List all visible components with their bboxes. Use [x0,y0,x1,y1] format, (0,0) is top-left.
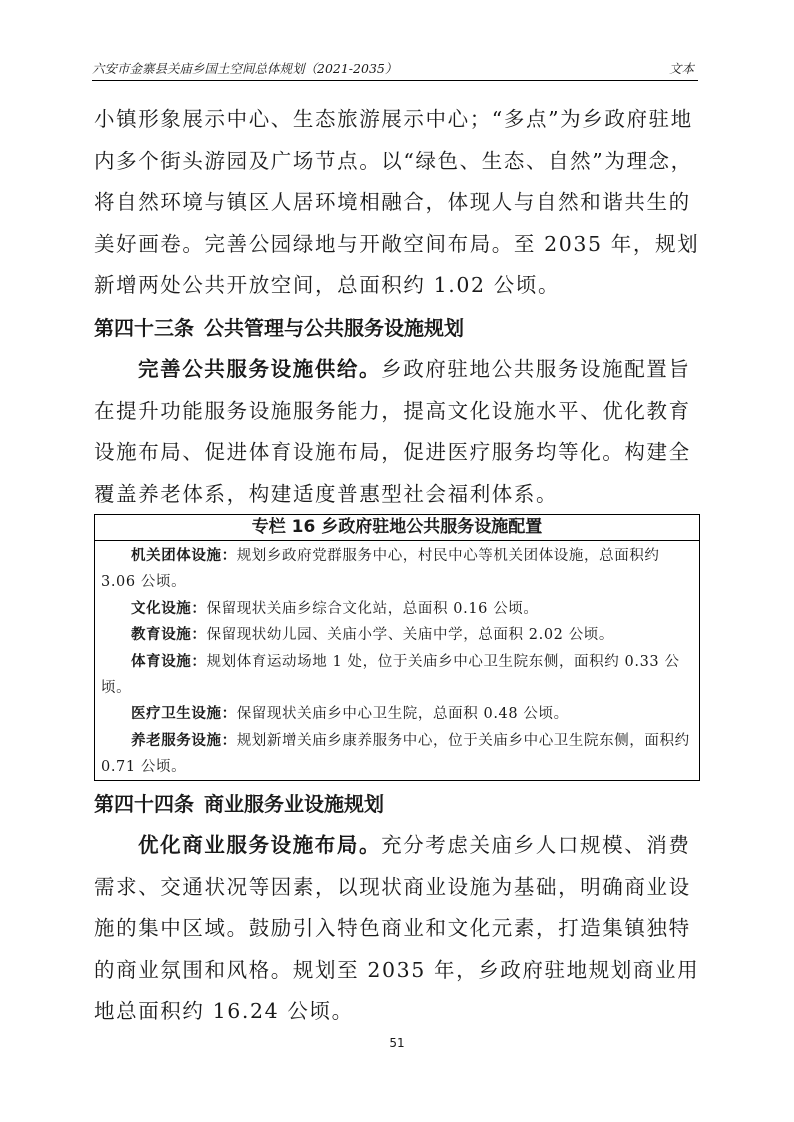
article-43-heading [94,314,700,342]
feature-box-16 [94,514,700,781]
article-number: 第四十三条 [94,316,194,340]
article-44-heading [94,790,700,818]
box-item-medical [101,701,693,727]
item-text: 规划乡政府党群服务中心，村民中心等机关团体设施，总面积约 3.06 公顷。 [101,548,660,591]
box-body [95,541,699,781]
item-text: 保留现状幼儿园、关庙小学、关庙中学，总面积 2.02 公顷。 [206,627,615,644]
item-text: 规划体育运动场地 1 处，位于关庙乡中心卫生院东侧，面积约 0.33 公顷。 [101,653,680,697]
box-item-elderly-care [101,728,693,781]
box-title: 专栏 16 乡政府驻地公共服务设施配置 [95,515,699,541]
paragraph-text: 小镇形象展示中心、生态旅游展示中心；“多点”为乡政府驻地内多个街头游园及广场节点。以“绿色、生态、自然”为理念，将自然环境与镇区人居环境相融合，体现人与自然和谐共生的美好画卷。完善公园绿地与开敞空间布局。至 2035 年，规划新增两处公共开放空间，总面积约 1.02 公顷。 [94,107,700,297]
section-label: 文本 [668,61,694,76]
paragraph-text: 充分考虑关庙乡人口规模、消费需求、交通状况等因素，以现状商业设施为基础，明确商业设施的集中区域。鼓励引入特色商业和文化元素，打造集镇独特的商业氛围和风格。规划至 2035 年，乡政府驻地规划商业用地总面积约 16.24 公顷。 [94,833,700,1023]
item-text: 规划新增关庙乡康养服务中心，位于关庙乡中心卫生院东侧，面积约 0.71 公顷。 [101,732,690,776]
paragraph-text: 乡政府驻地公共服务设施配置旨在提升功能服务设施服务能力，提高文化设施水平、优化教育设施布局、促进体育设施布局，促进医疗服务均等化。构建全覆盖养老体系，构建适度普惠型社会福利体系。 [94,357,691,506]
paragraph-commercial [94,825,700,1033]
article-number: 第四十四条 [94,792,194,816]
paragraph-open-space [94,99,700,307]
item-label: 教育设施： [131,627,207,644]
box-item-culture [101,596,693,622]
item-label: 体育设施： [131,653,207,670]
item-text: 保留现状关庙乡综合文化站，总面积 0.16 公顷。 [206,600,539,617]
paragraph-lead: 优化商业服务设施布局。 [138,833,382,857]
box-item-government [101,543,693,596]
box-item-sports [101,649,693,702]
article-title: 公共管理与公共服务设施规划 [204,316,464,340]
item-label: 养老服务设施： [131,732,237,749]
box-item-education [101,622,693,648]
paragraph-public-services [94,349,700,515]
page-number: 51 [389,1036,405,1050]
document-title: 六安市金寨县关庙乡国土空间总体规划（2021-2035） [92,61,398,76]
item-label: 机关团体设施： [131,548,237,564]
paragraph-lead: 完善公共服务设施供给。 [138,357,382,381]
page-header [92,60,698,81]
article-title: 商业服务业设施规划 [204,792,384,816]
item-label: 医疗卫生设施： [131,706,237,723]
item-label: 文化设施： [131,600,207,617]
item-text: 保留现状关庙乡中心卫生院，总面积 0.48 公顷。 [236,706,569,723]
